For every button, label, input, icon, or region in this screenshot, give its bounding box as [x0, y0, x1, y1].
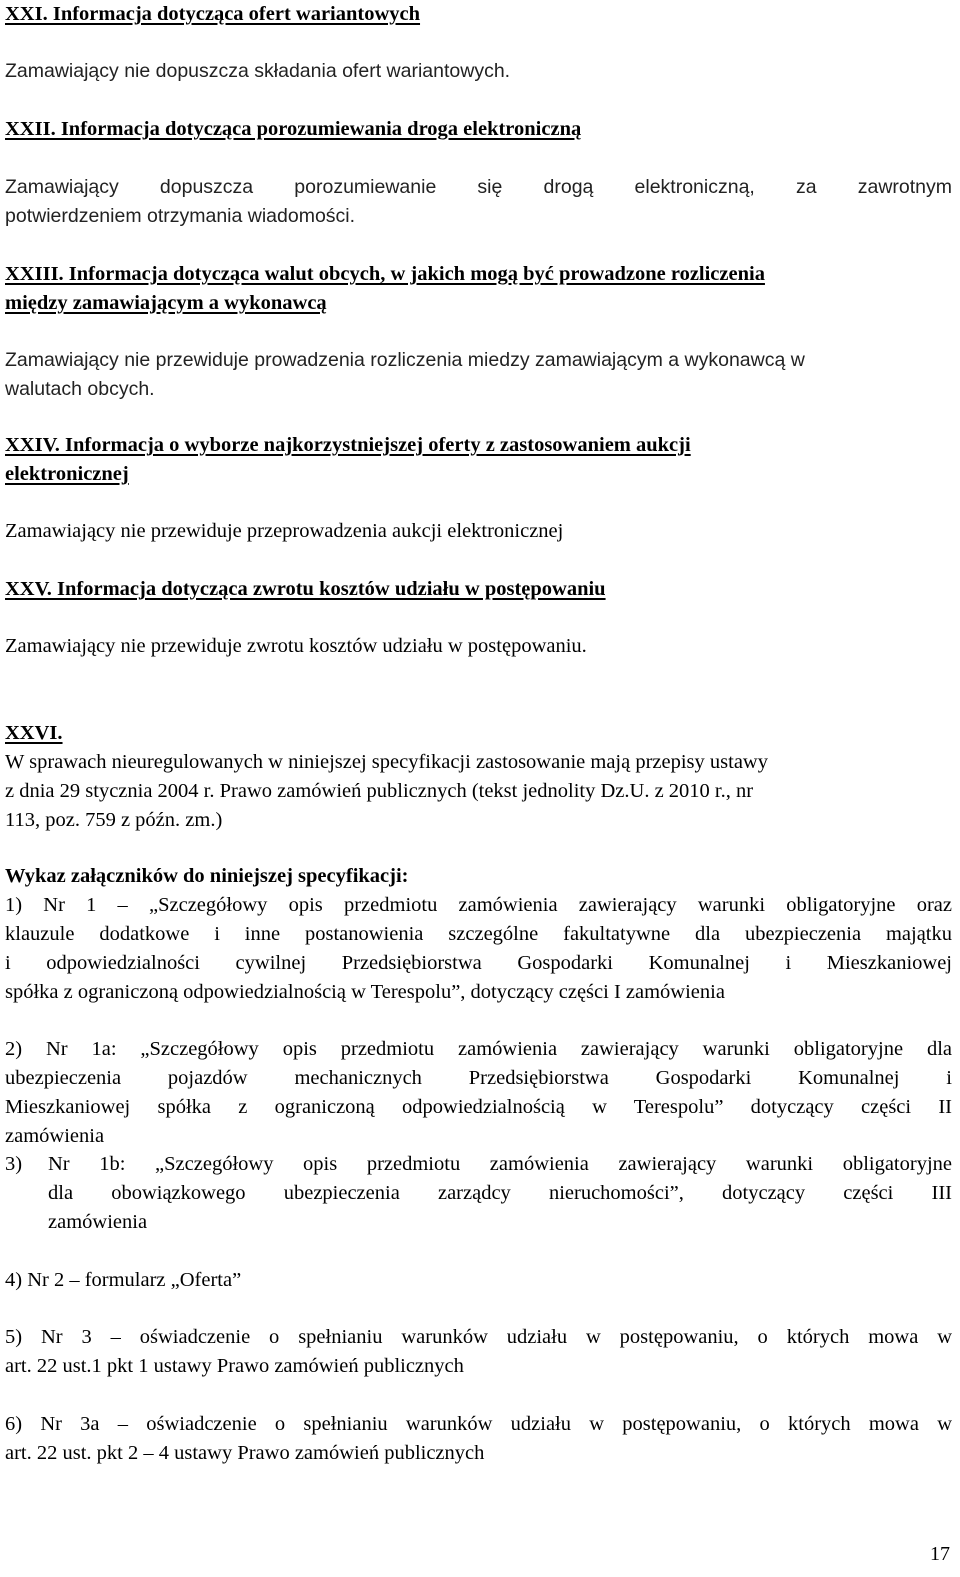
section-xxii-body-line1: Zamawiający dopuszcza porozumiewanie się drogą elektroniczną, za zawrotnym	[5, 176, 952, 198]
section-xxiv-heading-line2: elektronicznej	[5, 463, 129, 485]
attachment-item-3-line1-rest: : „Szczegółowy opis przedmiotu zamówienia zawierający warunki obligatoryjne	[119, 1153, 952, 1175]
section-xxiv-heading	[5, 431, 952, 489]
section-xxii-body-line2: potwierdzeniem otrzymania wiadomości.	[5, 205, 356, 227]
attachment-item-3-line1	[48, 1150, 952, 1179]
section-xxvi-body-line1: W sprawach nieuregulowanych w niniejszej specyfikacji zastosowanie mają przepisy ustawy	[5, 751, 768, 773]
attachment-item-5-line2: art. 22 ust.1 pkt 1 ustawy Prawo zamówień publicznych	[5, 1355, 464, 1377]
attachment-item-5-line1: 5) Nr 3 – oświadczenie o spełnianiu warunków udziału w postępowaniu, o których mowa w	[5, 1326, 952, 1348]
attachment-item-1-line3: i odpowiedzialności cywilnej Przedsiębiorstwa Gospodarki Komunalnej i Mieszkaniowej	[5, 952, 952, 974]
section-xxv-body: Zamawiający nie przewiduje zwrotu kosztów udziału w postępowaniu.	[5, 635, 587, 657]
attachment-item-3-nr: Nr 1b	[48, 1153, 120, 1175]
section-xxiii-heading-line2: między zamawiającym a wykonawcą	[5, 292, 327, 314]
section-xxiii-body	[5, 346, 952, 404]
section-xxvi-body-line2: z dnia 29 stycznia 2004 r. Prawo zamówień publicznych (tekst jednolity Dz.U. z 2010 r., nr	[5, 780, 754, 802]
attachment-item-4: 4) Nr 2 – formularz „Oferta”	[5, 1269, 242, 1291]
attachment-item-5	[5, 1323, 952, 1381]
attachment-item-6-line1: 6) Nr 3a – oświadczenie o spełnianiu warunków udziału w postępowaniu, o których mowa w	[5, 1413, 952, 1435]
attachments-heading: Wykaz załączników do niniejszej specyfikacji:	[5, 865, 409, 887]
attachment-item-6-line2: art. 22 ust. pkt 2 – 4 ustawy Prawo zamówień publicznych	[5, 1442, 485, 1464]
section-xxv-heading: XXV. Informacja dotycząca zwrotu kosztów udziału w postępowaniu	[5, 578, 606, 600]
attachment-item-3-text	[48, 1150, 952, 1237]
section-xxvi-heading: XXVI.	[5, 722, 63, 744]
attachment-item-2-line1: 2) Nr 1a: „Szczegółowy opis przedmiotu zamówienia zawierający warunki obligatoryjne dla	[5, 1038, 952, 1060]
attachment-item-6	[5, 1410, 952, 1468]
section-xxi-heading: XXI. Informacja dotycząca ofert wariantowych	[5, 3, 421, 25]
section-xxiii-body-line2: walutach obcych.	[5, 378, 155, 400]
attachment-item-1-line1: 1) Nr 1 – „Szczegółowy opis przedmiotu zamówienia zawierający warunki obligatoryjne oraz	[5, 894, 952, 916]
section-xxi-body: Zamawiający nie dopuszcza składania ofert wariantowych.	[5, 60, 511, 82]
attachment-item-2-line4: zamówienia	[5, 1125, 105, 1147]
attachment-item-2	[5, 1035, 952, 1151]
attachment-item-2-line3: Mieszkaniowej spółka z ograniczoną odpowiedzialnością w Terespolu” dotyczący części II	[5, 1096, 952, 1118]
section-xxii-heading: XXII. Informacja dotycząca porozumiewania droga elektroniczną	[5, 118, 582, 140]
attachment-item-3-number: 3)	[5, 1153, 23, 1175]
section-xxiii-heading-line1: XXIII. Informacja dotycząca walut obcych, w jakich mogą być prowadzone rozliczenia	[5, 263, 765, 285]
section-xxiv-heading-line1: XXIV. Informacja o wyborze najkorzystniejszej oferty z zastosowaniem aukcji	[5, 434, 691, 456]
attachment-item-2-line2: ubezpieczenia pojazdów mechanicznych Przedsiębiorstwa Gospodarki Komunalnej i	[5, 1067, 952, 1089]
attachment-item-3-line3: zamówienia	[48, 1211, 148, 1233]
section-xxiii-body-line1: Zamawiający nie przewiduje prowadzenia rozliczenia miedzy zamawiającym a wykonawcą w	[5, 349, 805, 371]
attachment-item-1	[5, 891, 952, 1007]
section-xxiii-heading	[5, 260, 952, 318]
page-number: 17	[930, 1543, 950, 1565]
section-xxvi-body	[5, 748, 952, 835]
attachment-item-1-line2: klauzule dodatkowe i inne postanowienia szczególne fakultatywne dla ubezpieczenia majątku	[5, 923, 952, 945]
attachment-item-1-line4: spółka z ograniczoną odpowiedzialnością w Terespolu”, dotyczący części I zamówienia	[5, 981, 725, 1003]
section-xxiv-body: Zamawiający nie przewiduje przeprowadzenia aukcji elektronicznej	[5, 520, 564, 542]
section-xxvi-body-line3: 113, poz. 759 z późn. zm.)	[5, 809, 223, 831]
attachment-item-3-line2: dla obowiązkowego ubezpieczenia zarządcy nieruchomości”, dotyczący części III	[48, 1182, 952, 1204]
